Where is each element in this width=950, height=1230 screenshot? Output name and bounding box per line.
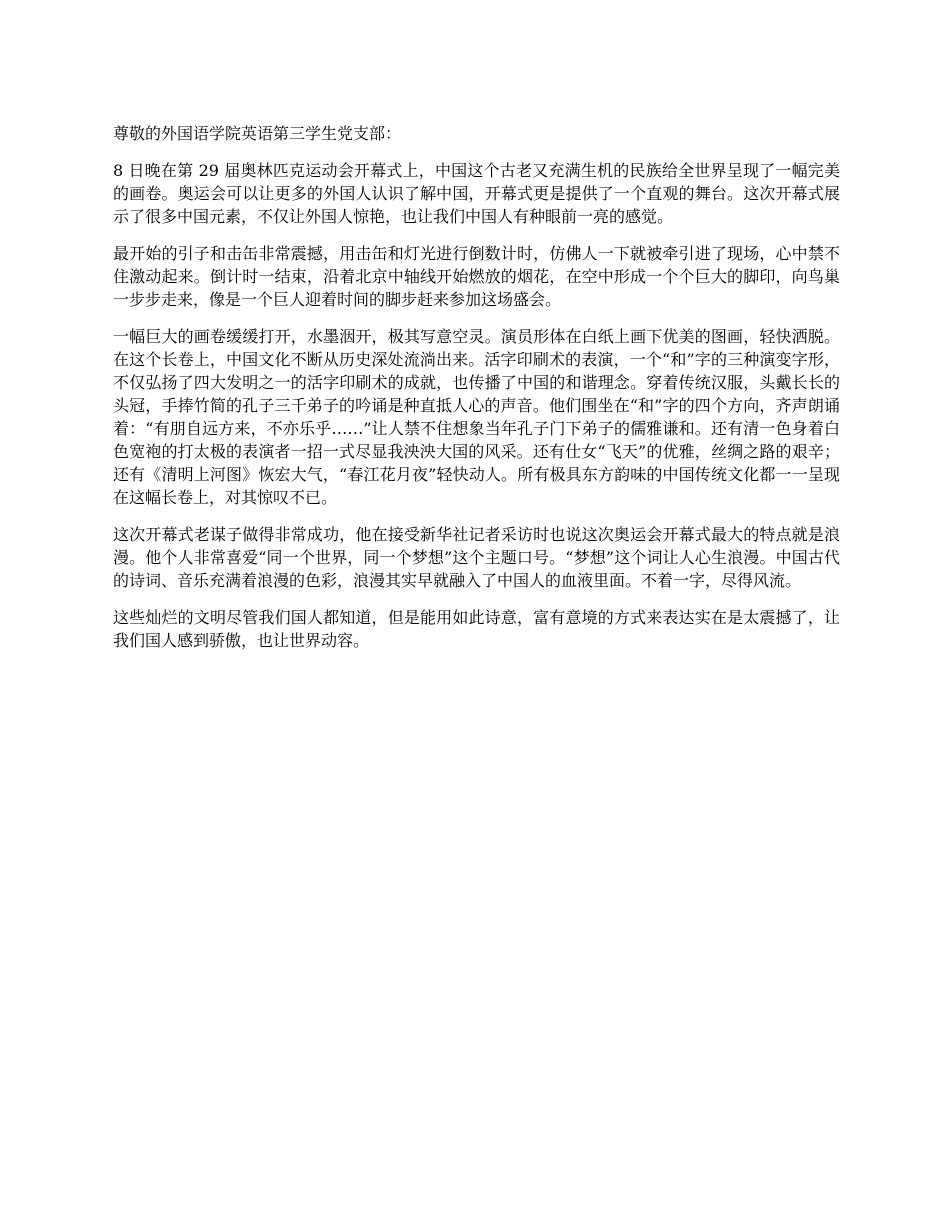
paragraph-2: 最开始的引子和击缶非常震撼，用击缶和灯光进行倒数计时，仿佛人一下就被牵引进了现场，心中禁不住激动起来。倒计时一结束，沿着北京中轴线开始燃放的烟花，在空中形成一个个巨大的脚印，向鸟巢一步步走来，像是一个巨人迎着时间的脚步赶来参加这场盛会。 xyxy=(113,244,840,309)
paragraph-1: 8 日晚在第 29 届奥林匹克运动会开幕式上，中国这个古老又充满生机的民族给全世界呈现了一幅完美的画卷。奥运会可以让更多的外国人认识了解中国，开幕式更是提供了一个直观的舞台。这次开幕式展示了很多中国元素，不仅让外国人惊艳，也让我们中国人有种眼前一亮的感觉。 xyxy=(113,161,840,226)
paragraph-5: 这些灿烂的文明尽管我们国人都知道，但是能用如此诗意，富有意境的方式来表达实在是太震撼了，让我们国人感到骄傲，也让世界动容。 xyxy=(113,608,840,650)
paragraph-4: 这次开幕式老谋子做得非常成功，他在接受新华社记者采访时也说这次奥运会开幕式最大的特点就是浪漫。他个人非常喜爱“同一个世界，同一个梦想”这个主题口号。“梦想”这个词让人心生浪漫。中国古代的诗词、音乐充满着浪漫的色彩，浪漫其实早就融入了中国人的血液里面。不着一字，尽得风流。 xyxy=(113,525,840,590)
document-body xyxy=(113,122,840,666)
paragraph-3: 一幅巨大的画卷缓缓打开，水墨洇开，极其写意空灵。演员形体在白纸上画下优美的图画，轻快洒脱。在这个长卷上，中国文化不断从历史深处流淌出来。活字印刷术的表演，一个“和”字的三种演变字形，不仅弘扬了四大发明之一的活字印刷术的成就，也传播了中国的和谐理念。穿着传统汉服，头戴长长的头冠，手捧竹简的孔子三千弟子的吟诵是种直抵人心的声音。他们围坐在“和”字的四个方向，齐声朗诵着：“有朋自远方来，不亦乐乎……”让人禁不住想象当年孔子门下弟子的儒雅谦和。还有清一色身着白色宽袍的打太极的表演者一招一式尽显我泱泱大国的风采。还有仕女“飞天”的优雅，丝绸之路的艰辛；还有《清明上河图》恢宏大气，“春江花月夜”轻快动人。所有极具东方韵味的中国传统文化都一一呈现在这幅长卷上，对其惊叹不已。 xyxy=(113,327,840,507)
salutation: 尊敬的外国语学院英语第三学生党支部： xyxy=(113,124,402,143)
